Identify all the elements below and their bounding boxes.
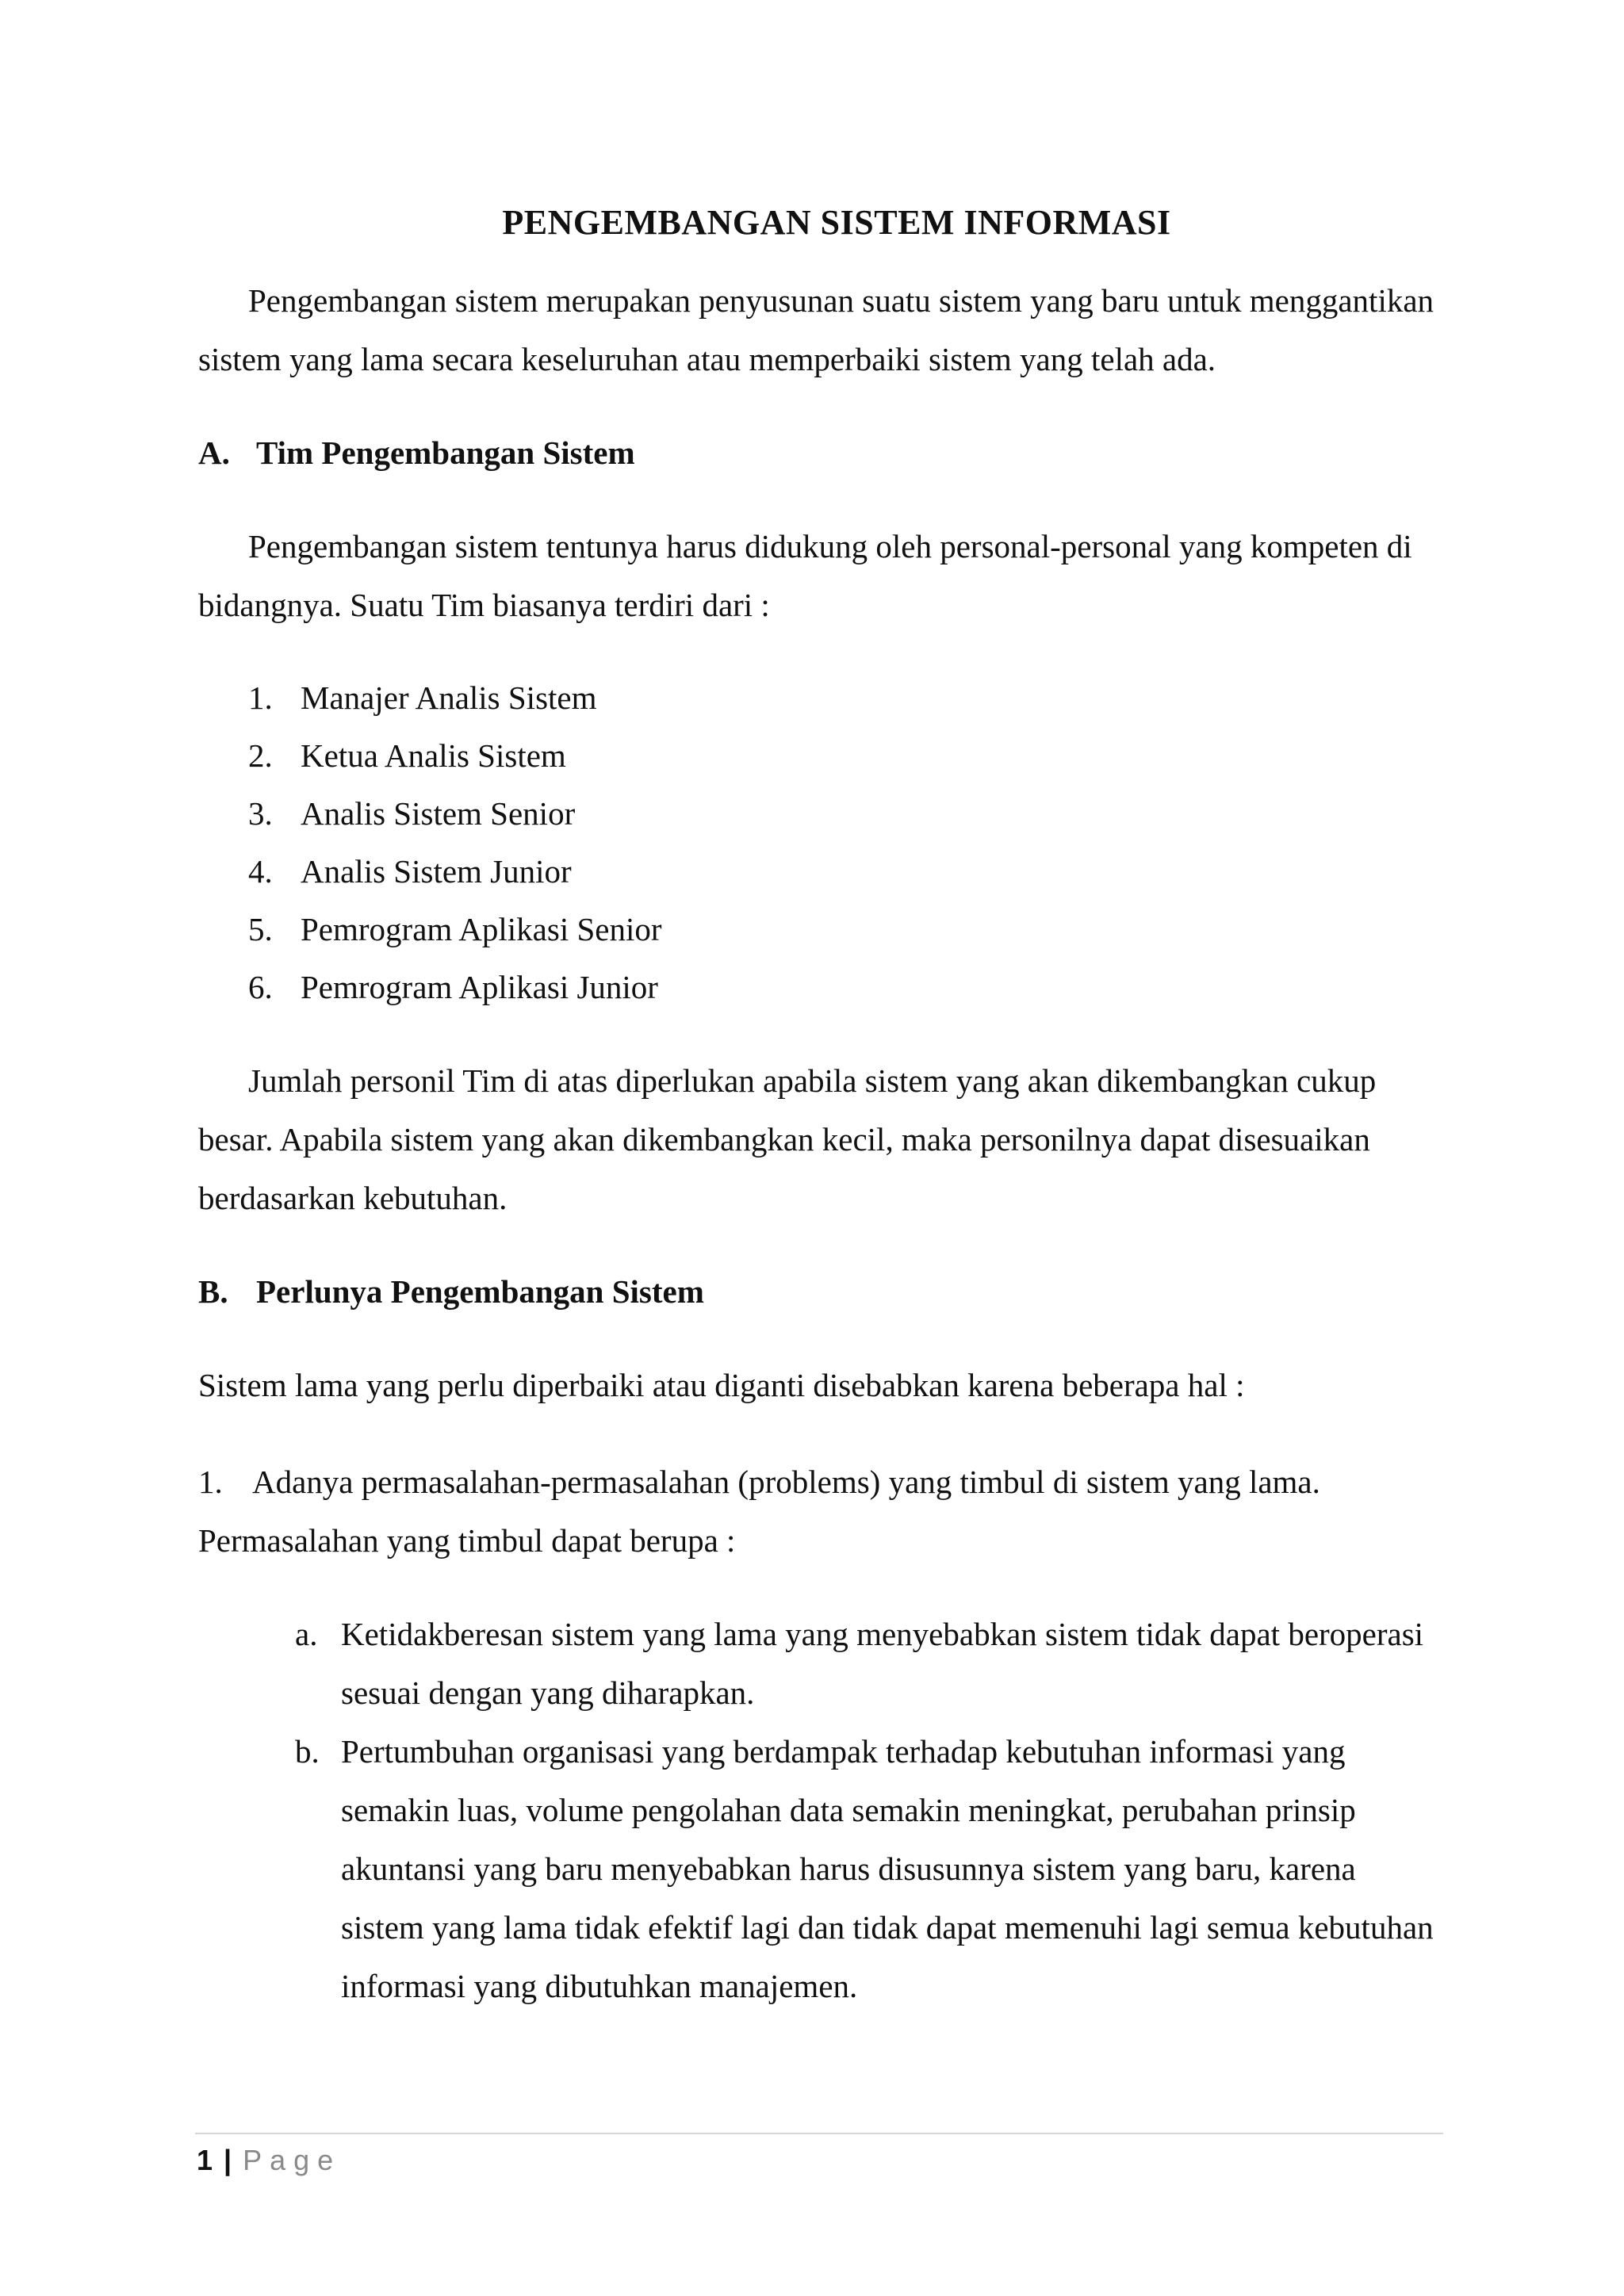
list-text: Analis Sistem Junior: [301, 853, 572, 890]
section-b-heading: [198, 1262, 1443, 1321]
list-number: 2.: [248, 737, 273, 774]
list-text: Manajer Analis Sistem: [301, 679, 597, 716]
list-text: Analis Sistem Senior: [301, 795, 576, 832]
list-text: Ketua Analis Sistem: [301, 737, 566, 774]
page-content: [198, 193, 1443, 2015]
intro-paragraph: Pengembangan sistem merupakan penyusunan suatu sistem yang baru untuk menggantikan sistem yang lama secara keseluruhan atau memperbaiki sistem yang telah ada.: [198, 282, 1434, 377]
section-b-paragraph: Sistem lama yang perlu diperbaiki atau diganti disebabkan karena beberapa hal :: [198, 1367, 1245, 1403]
section-a-closing: Jumlah personil Tim di atas diperlukan apabila sistem yang akan dikembangkan cukup besar. Apabila sistem yang akan dikembangkan kecil, maka personilnya dapat disesuaikan berdasarkan kebutuhan.: [198, 1062, 1377, 1216]
footer-divider: [195, 2133, 1443, 2134]
list-number: 4.: [248, 853, 273, 890]
page-separator: |: [224, 2144, 232, 2176]
sublist-marker: a.: [295, 1616, 318, 1652]
page-number: 1: [197, 2144, 213, 2176]
section-a-marker: A.: [198, 434, 230, 471]
point-text: Adanya permasalahan-permasalahan (problems) yang timbul di sistem yang lama. Permasalahan yang timbul dapat berupa :: [198, 1464, 1320, 1559]
list-number: 5.: [248, 911, 273, 947]
reason-point-1: [198, 1452, 1443, 1570]
sublist-text: Pertumbuhan organisasi yang berdampak terhadap kebutuhan informasi yang semakin luas, volume pengolahan data semakin meningkat, perubahan prinsip akuntansi yang baru menyebabkan harus disusunnya sistem yang baru, karena sistem yang lama tidak efektif lagi dan tidak dapat memenuhi lagi semua kebutuhan informasi yang dibutuhkan manajemen.: [341, 1733, 1434, 2004]
list-item: [248, 959, 1443, 1016]
list-item: [248, 843, 1443, 901]
section-a-heading: [198, 423, 1443, 482]
list-number: 1.: [248, 679, 273, 716]
list-text: Pemrogram Aplikasi Senior: [301, 911, 662, 947]
team-list: [198, 669, 1443, 1016]
section-b-marker: B.: [198, 1273, 228, 1310]
document-title: PENGEMBANGAN SISTEM INFORMASI: [502, 203, 1171, 242]
problem-sublist: [198, 1605, 1443, 2015]
section-a-paragraph: Pengembangan sistem tentunya harus didukung oleh personal-personal yang kompeten di bidangnya. Suatu Tim biasanya terdiri dari :: [198, 528, 1412, 623]
list-number: 3.: [248, 795, 273, 832]
list-text: Pemrogram Aplikasi Junior: [301, 969, 658, 1005]
list-item: [248, 785, 1443, 843]
sublist-item: [295, 1605, 1443, 1722]
section-b-title: Perlunya Pengembangan Sistem: [256, 1273, 704, 1310]
list-item: [248, 727, 1443, 785]
list-item: [248, 901, 1443, 959]
point-number: 1.: [198, 1464, 223, 1500]
list-number: 6.: [248, 969, 273, 1005]
list-item: [248, 669, 1443, 727]
sublist-marker: b.: [295, 1733, 320, 1770]
page-footer: [197, 2141, 341, 2180]
section-a-title: Tim Pengembangan Sistem: [256, 434, 635, 471]
sublist-item: [295, 1722, 1443, 2015]
sublist-text: Ketidakberesan sistem yang lama yang menyebabkan sistem tidak dapat beroperasi sesuai dengan yang diharapkan.: [341, 1616, 1424, 1711]
page-label: Page: [243, 2144, 342, 2176]
